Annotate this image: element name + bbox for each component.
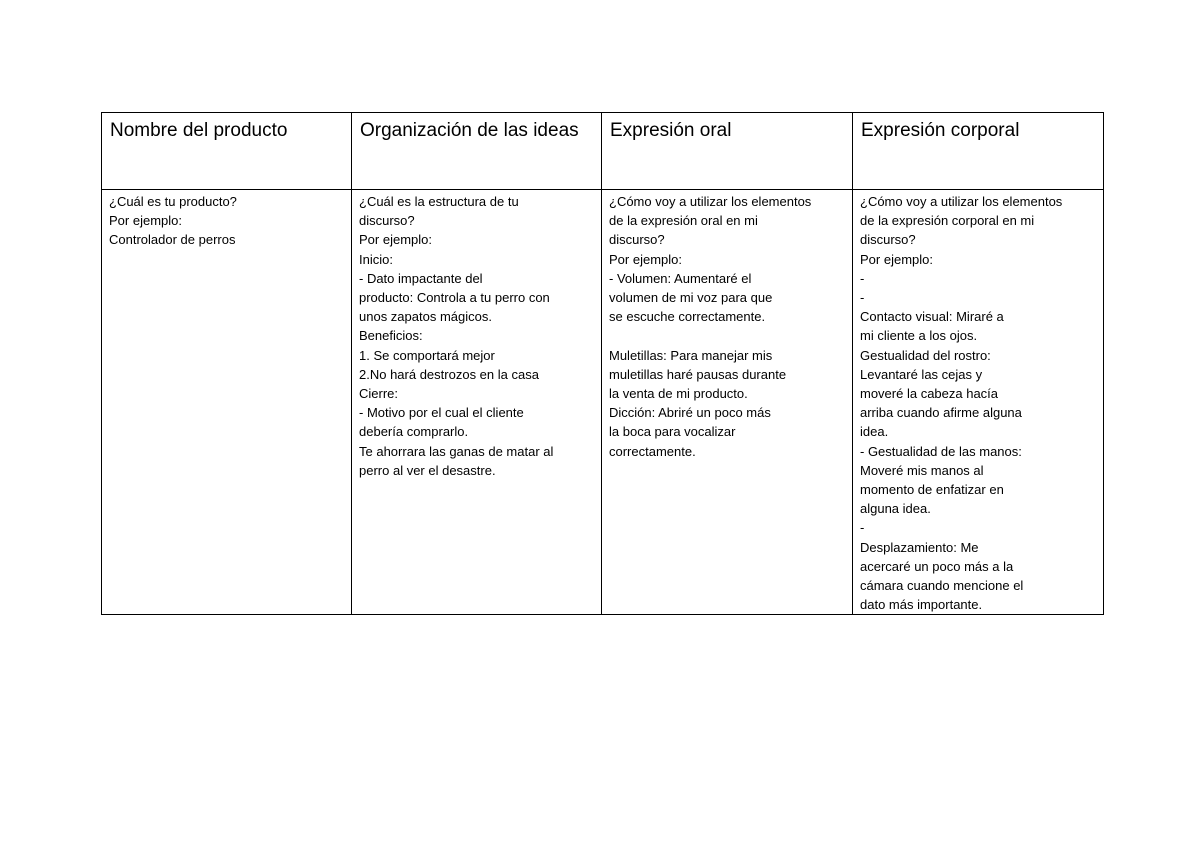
cell-text-line: - Motivo por el cual el cliente <box>359 405 524 421</box>
cell-text-line: Cierre: <box>359 386 399 402</box>
cell-text-line: muletillas haré pausas durante <box>609 366 787 382</box>
cell-text-line: se escuche correctamente. <box>609 309 766 325</box>
cell-text-line: moveré la cabeza hacía <box>860 386 999 402</box>
cell-text-line: 2.No hará destrozos en la casa <box>359 366 539 382</box>
header-expresion-oral: Expresión oral <box>602 113 853 190</box>
cell-text-line: alguna idea. <box>860 501 931 517</box>
cell-text-line: - Volumen: Aumentaré el <box>609 270 752 286</box>
cell-text-line: Desplazamiento: Me <box>860 539 979 555</box>
cell-text-line: Inicio: <box>359 251 393 267</box>
cell-text-line: Contacto visual: Miraré a <box>860 309 1004 325</box>
header-organizacion-de-las-ideas: Organización de las ideas <box>352 113 602 190</box>
cell-text-line: ¿Cómo voy a utilizar los elementos <box>609 194 812 209</box>
cell-text-line: - <box>860 290 865 306</box>
cell-text-line: discurso? <box>359 213 415 229</box>
cell-text-line: cámara cuando mencione el <box>860 578 1024 594</box>
cell-text-line: Beneficios: <box>359 328 423 344</box>
cell-text-line: - <box>860 520 865 536</box>
cell-text-line: acercaré un poco más a la <box>860 558 1014 574</box>
header-nombre-del-producto: Nombre del producto <box>102 113 352 190</box>
cell-text-line: la venta de mi producto. <box>609 386 748 402</box>
cell-text-line: Por ejemplo: <box>609 251 682 267</box>
cell-text-line: ¿Cuál es la estructura de tu <box>359 194 519 209</box>
cell-text-line: unos zapatos mágicos. <box>359 309 492 325</box>
cell-text-line: mi cliente a los ojos. <box>860 328 978 344</box>
header-row <box>102 113 1104 190</box>
cell-text-line: Por ejemplo: <box>109 213 182 229</box>
cell-text-line: arriba cuando afirme alguna <box>860 405 1022 421</box>
cell-text-line: idea. <box>860 424 889 440</box>
cell-text-line: discurso? <box>609 232 665 248</box>
cell-text-line: de la expresión corporal en mi <box>860 213 1035 229</box>
cell-text-line: producto: Controla a tu perro con <box>359 290 550 306</box>
cell-text-line: Gestualidad del rostro: <box>860 347 991 363</box>
cell-text-line: Muletillas: Para manejar mis <box>609 347 773 363</box>
cell-organizacion-de-las-ideas <box>352 190 602 615</box>
cell-text-line: Te ahorrara las ganas de matar al <box>359 443 554 459</box>
cell-text-line: Dicción: Abriré un poco más <box>609 405 771 421</box>
cell-expresion-oral <box>602 190 853 615</box>
cell-text-line: volumen de mi voz para que <box>609 290 773 306</box>
cell-text-line: dato más importante. <box>860 597 983 613</box>
cell-text-line: perro al ver el desastre. <box>359 462 496 478</box>
cell-text-line: - <box>860 270 865 286</box>
speech-planning-table <box>101 112 1104 615</box>
cell-text-line: - Dato impactante del <box>359 270 483 286</box>
cell-text-line: Moveré mis manos al <box>860 462 984 478</box>
cell-text-line: correctamente. <box>609 443 696 459</box>
cell-text-line: momento de enfatizar en <box>860 482 1004 498</box>
cell-text-line <box>609 326 846 345</box>
cell-text-line: discurso? <box>860 232 916 248</box>
cell-text-line: Por ejemplo: <box>359 232 432 248</box>
cell-text-line: ¿Cómo voy a utilizar los elementos <box>860 194 1063 209</box>
cell-text-line: Levantaré las cejas y <box>860 366 983 382</box>
cell-text-line: de la expresión oral en mi <box>609 213 758 229</box>
cell-expresion-corporal <box>853 190 1104 615</box>
content-row <box>102 190 1104 615</box>
cell-text-line: - Gestualidad de las manos: <box>860 443 1022 459</box>
cell-text-line: 1. Se comportará mejor <box>359 347 495 363</box>
cell-text-line: la boca para vocalizar <box>609 424 736 440</box>
cell-nombre-del-producto <box>102 190 352 615</box>
cell-text-line: debería comprarlo. <box>359 424 469 440</box>
cell-text-line: ¿Cuál es tu producto? <box>109 194 237 209</box>
cell-text-line: Por ejemplo: <box>860 251 933 267</box>
header-expresion-corporal: Expresión corporal <box>853 113 1104 190</box>
cell-text-line: Controlador de perros <box>109 232 236 248</box>
